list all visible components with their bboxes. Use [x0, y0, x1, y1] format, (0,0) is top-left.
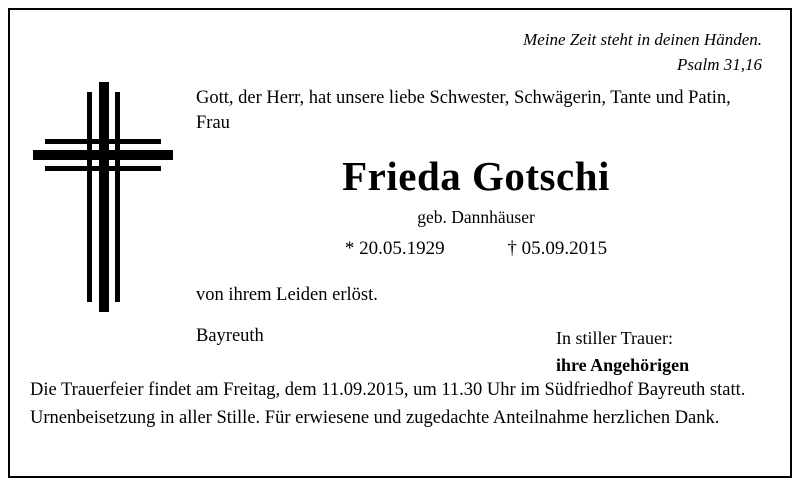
- mourning-line: In stiller Trauer:: [556, 328, 673, 348]
- funeral-details: Die Trauerfeier findet am Freitag, dem 11.09.2015, um 11.30 Uhr im Südfriedhof Bayreuth statt. Urnenbeisetzung in aller Stille. Für erwiesene und zugedachte Anteilnahme herzlichen Dank.: [30, 380, 746, 429]
- released-text: von ihrem Leiden erlöst.: [196, 284, 378, 305]
- notice-body: [196, 86, 756, 347]
- life-dates: [196, 238, 756, 260]
- deceased-name: Frieda Gotschi: [342, 152, 610, 199]
- epigraph: [523, 28, 762, 77]
- epigraph-quote: Meine Zeit steht in deinen Händen.: [523, 30, 762, 49]
- mourning-block: [556, 325, 689, 379]
- death-date: † 05.09.2015: [507, 237, 608, 259]
- epigraph-source: Psalm 31,16: [677, 54, 762, 74]
- maiden-name: geb. Dannhäuser: [417, 206, 535, 227]
- intro-text: Gott, der Herr, hat unsere liebe Schwester, Schwägerin, Tante und Patin, Frau: [196, 88, 731, 133]
- birth-date: * 20.05.1929: [344, 237, 445, 259]
- mourning-family: ihre Angehörigen: [556, 355, 690, 375]
- city-text: Bayreuth: [196, 325, 264, 346]
- cross-icon: [33, 82, 173, 312]
